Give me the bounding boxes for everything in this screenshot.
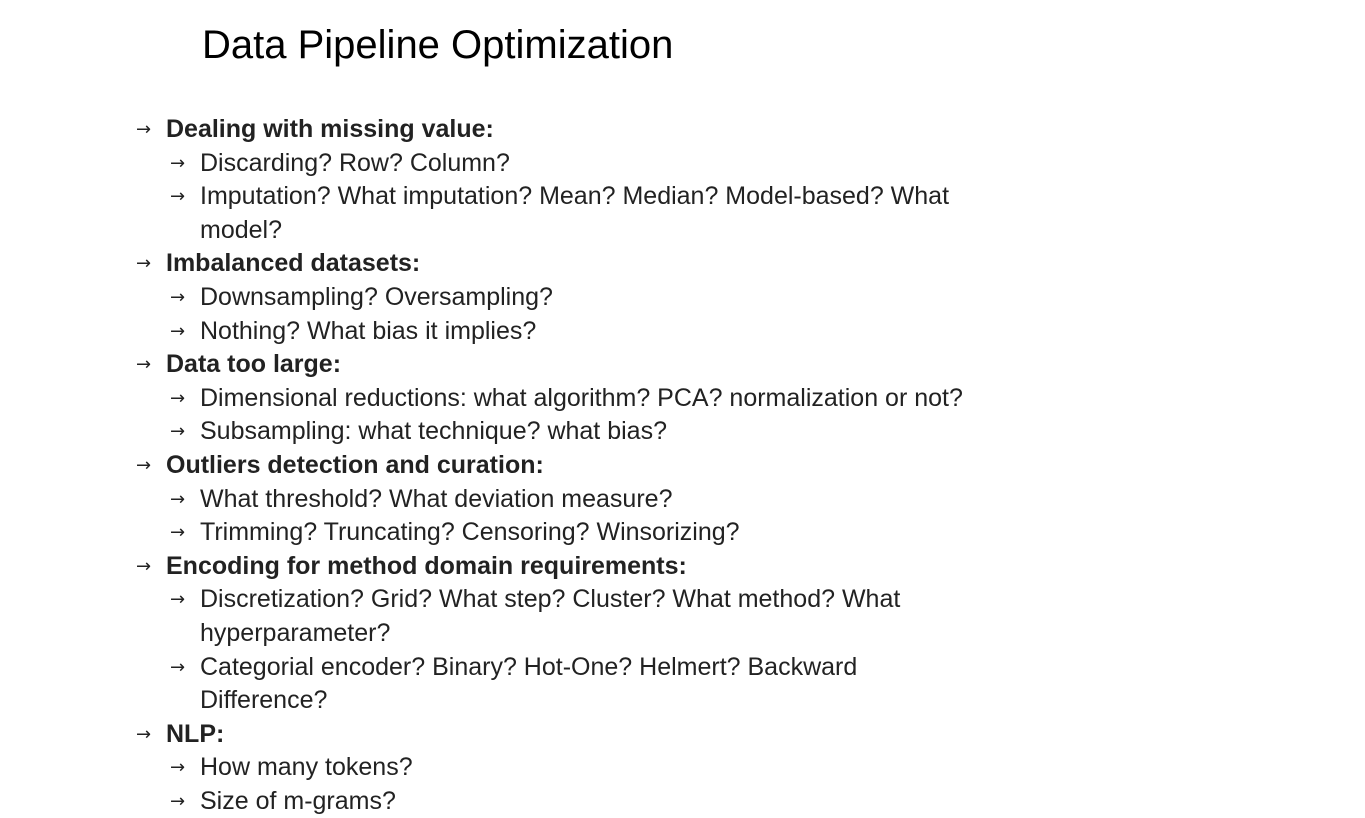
section-heading: Encoding for method domain requirements: — [166, 551, 687, 580]
list-item — [170, 651, 1230, 718]
bullet-text: Discarding? Row? Column? — [200, 148, 510, 177]
bullet-text: Discretization? Grid? What step? Cluster? What method? What hyperparameter? — [200, 585, 901, 647]
right-arrow-icon: → — [170, 522, 186, 544]
section-missing-values — [130, 113, 1230, 247]
right-arrow-icon: → — [136, 119, 152, 140]
sub-list — [130, 281, 1230, 348]
bullet-text: Dimensional reductions: what algorithm? PCA? normalization or not? — [200, 383, 963, 412]
sub-list — [130, 382, 1230, 449]
bullet-text: Categorial encoder? Binary? Hot-One? Helmert? Backward Difference? — [200, 652, 858, 715]
bullet-text: What threshold? What deviation measure? — [200, 484, 673, 513]
section-imbalanced-datasets — [130, 247, 1230, 348]
section-heading: Outliers detection and curation: — [166, 450, 544, 479]
list-item — [170, 415, 1230, 449]
bullet-text: Imputation? What imputation? Mean? Median? Model-based? What model? — [200, 182, 950, 244]
right-arrow-icon: → — [136, 253, 152, 275]
section-heading: Dealing with missing value: — [166, 115, 494, 143]
right-arrow-icon: → — [170, 152, 186, 174]
list-item — [170, 281, 1230, 315]
section-encoding — [130, 550, 1230, 718]
right-arrow-icon: → — [136, 454, 152, 476]
bullet-text: Nothing? What bias it implies? — [200, 316, 537, 345]
bullet-text: Trimming? Truncating? Censoring? Winsorizing? — [200, 518, 740, 547]
bullet-text: Downsampling? Oversampling? — [200, 282, 553, 311]
list-item — [170, 583, 1230, 650]
right-arrow-icon: → — [170, 320, 186, 342]
list-item — [170, 315, 1230, 349]
sub-list — [130, 483, 1230, 550]
list-item — [170, 180, 1230, 247]
bullet-list — [130, 113, 1230, 818]
slide-title: Data Pipeline Optimization — [202, 23, 674, 67]
bullet-text: Subsampling: what technique? what bias? — [200, 417, 667, 446]
list-item — [170, 382, 1230, 416]
bullet-text: How many tokens? — [200, 753, 413, 782]
list-item — [170, 147, 1230, 181]
right-arrow-icon: → — [136, 723, 152, 745]
right-arrow-icon: → — [170, 421, 186, 443]
list-item — [170, 785, 1230, 818]
bullet-text: Size of m-grams? — [200, 786, 396, 815]
sub-list — [130, 751, 1230, 818]
section-heading: Data too large: — [166, 350, 342, 379]
sub-list — [130, 583, 1230, 717]
section-data-too-large — [130, 348, 1230, 449]
right-arrow-icon: → — [170, 757, 186, 779]
right-arrow-icon: → — [136, 555, 152, 577]
right-arrow-icon: → — [170, 589, 186, 611]
sub-list — [130, 147, 1230, 248]
section-heading: NLP: — [166, 719, 225, 748]
list-item — [170, 751, 1230, 785]
section-outliers — [130, 449, 1230, 550]
right-arrow-icon: → — [170, 488, 186, 510]
list-item — [170, 516, 1230, 550]
right-arrow-icon: → — [136, 354, 152, 376]
right-arrow-icon: → — [170, 186, 186, 208]
right-arrow-icon: → — [170, 286, 186, 308]
right-arrow-icon: → — [170, 656, 186, 678]
right-arrow-icon: → — [170, 790, 186, 812]
section-heading: Imbalanced datasets: — [166, 249, 421, 278]
list-item — [170, 483, 1230, 517]
right-arrow-icon: → — [170, 387, 186, 409]
